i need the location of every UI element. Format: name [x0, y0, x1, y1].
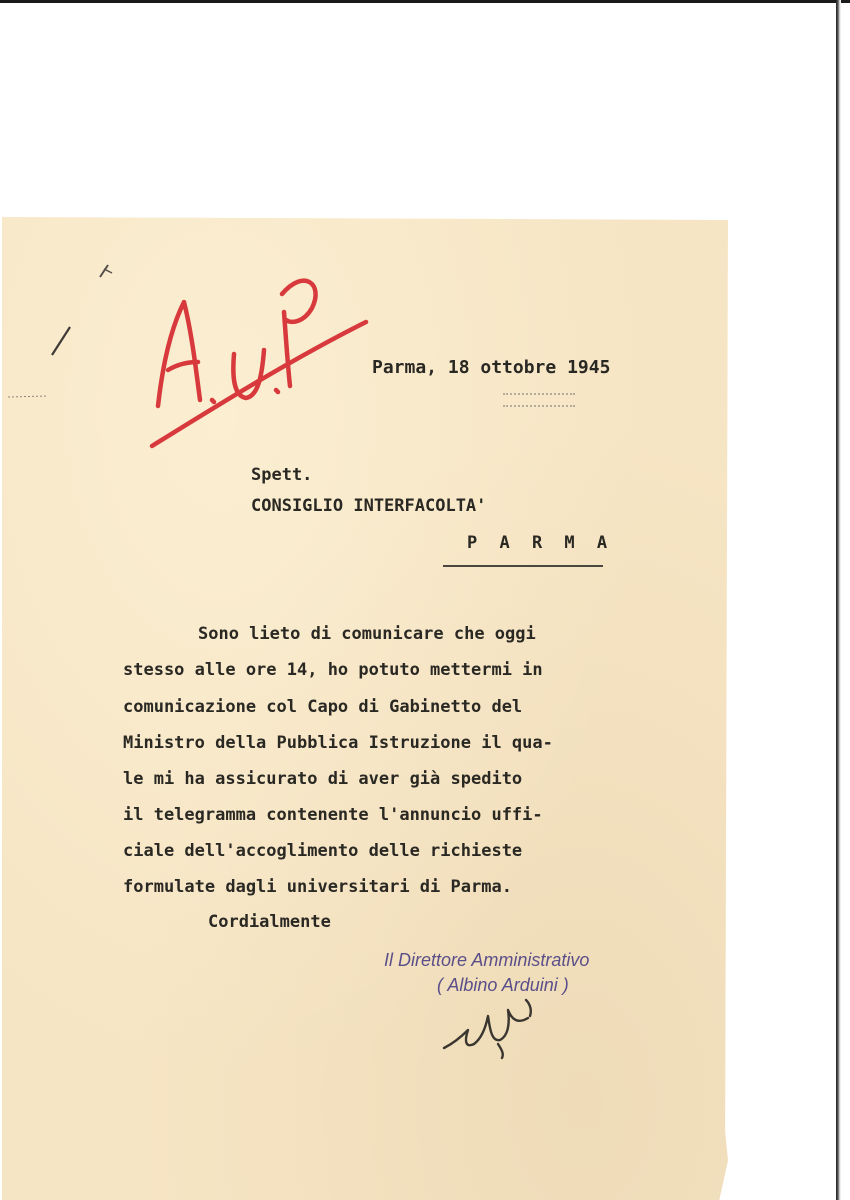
body-line: Ministro della Pubblica Istruzione il qua-	[123, 733, 553, 753]
recipient-name: CONSIGLIO INTERFACOLTA'	[251, 496, 487, 516]
recipient-salutation: Spett.	[251, 465, 313, 485]
letter-date: Parma, 18 ottobre 1945	[372, 357, 611, 378]
body-line: le mi ha assicurato di aver già spedito	[123, 769, 523, 789]
recipient-city: P A R M A	[467, 533, 614, 553]
body-line: stesso alle ore 14, ho potuto mettermi in	[123, 660, 543, 680]
scan-edge-right	[836, 0, 841, 1200]
city-underline	[443, 565, 603, 567]
handwritten-signature	[438, 990, 548, 1060]
stamp-name: ( Albino Arduini )	[437, 975, 569, 995]
pencil-marks	[0, 255, 130, 415]
red-handwritten-annotation	[140, 250, 380, 460]
letter-closing: Cordialmente	[208, 912, 331, 932]
body-line: ciale dell'accoglimento delle richieste	[123, 841, 523, 861]
faint-typed-marks	[503, 393, 575, 407]
scan-edge-top	[0, 0, 850, 3]
body-line: formulate dagli universitari di Parma.	[123, 877, 512, 897]
body-line: comunicazione col Capo di Gabinetto del	[123, 697, 523, 717]
body-line: Sono lieto di comunicare che oggi	[198, 624, 536, 644]
stamp-title: Il Direttore Amministrativo	[384, 950, 590, 970]
body-line: il telegramma contenente l'annuncio uffi-	[123, 805, 543, 825]
